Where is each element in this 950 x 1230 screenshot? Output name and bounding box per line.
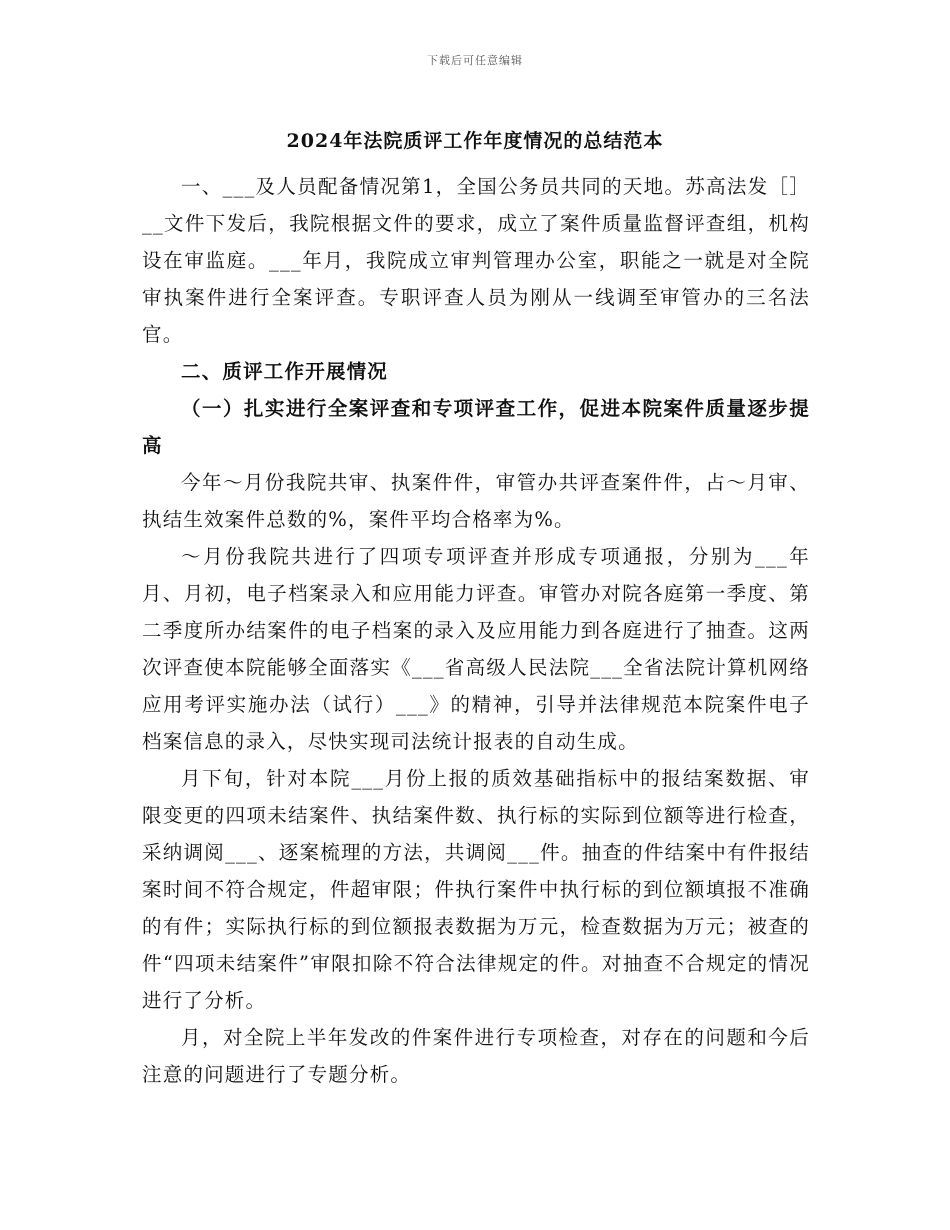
heading-section-2: 二、质评工作开展情况 (181, 360, 389, 383)
document-title: 2024年法院质评工作年度情况的总结范本 (286, 130, 664, 152)
paragraph-data-check: 月下旬，针对本院___月份上报的质效基础指标中的报结案数据、审限变更的四项未结案件、执结案件数、执行标的实际到位额等进行检查，采纳调阅___、逐案梳理的方法，共调阅___件。抽查的件结案中有件报结案时间不符合规定，件超审限；件执行案件中执行标的到位额填报不准确的有件；实际执行标的到位额报表数据为万元，检查数据为万元；被查的件“四项未结案件”审限扣除不符合法律规定的件。对抽查不合规定的情况进行了分析。 (142, 767, 810, 1012)
paragraph-section-1: 一、___及人员配备情况第1，全国公务员共同的天地。苏高法发［］__文件下发后，我院根据文件的要求，成立了案件质量监督评查组，机构设在审监庭。___年月，我院成立审判管理办公室，职能之一就是对全院审执案件进行全案评查。专职评查人员为刚从一线调至审管办的三名法官。 (142, 175, 810, 346)
paragraph-revision-check: 月，对全院上半年发改的件案件进行专项检查，对存在的问题和今后注意的问题进行了专题分析。 (142, 1026, 810, 1086)
paragraph-review-summary: 今年～月份我院共审、执案件件，审管办共评查案件件，占～月审、执结生效案件总数的%，案件平均合格率为%。 (142, 471, 810, 531)
document-body (142, 168, 810, 1093)
header-note: 下载后可任意编辑 (427, 54, 523, 67)
subheading-section-2-1: （一）扎实进行全案评查和专项评查工作，促进本院案件质量逐步提高 (142, 397, 810, 457)
paragraph-special-review: ～月份我院共进行了四项专项评查并形成专项通报，分别为___年月、月初，电子档案录入和应用能力评查。审管办对院各庭第一季度、第二季度所办结案件的电子档案的录入及应用能力到各庭进行了抽查。这两次评查使本院能够全面落实《___省高级人民法院___全省法院计算机网络应用考评实施办法（试行）___》的精神，引导并法律规范本院案件电子档案信息的录入，尽快实现司法统计报表的自动生成。 (142, 545, 810, 753)
